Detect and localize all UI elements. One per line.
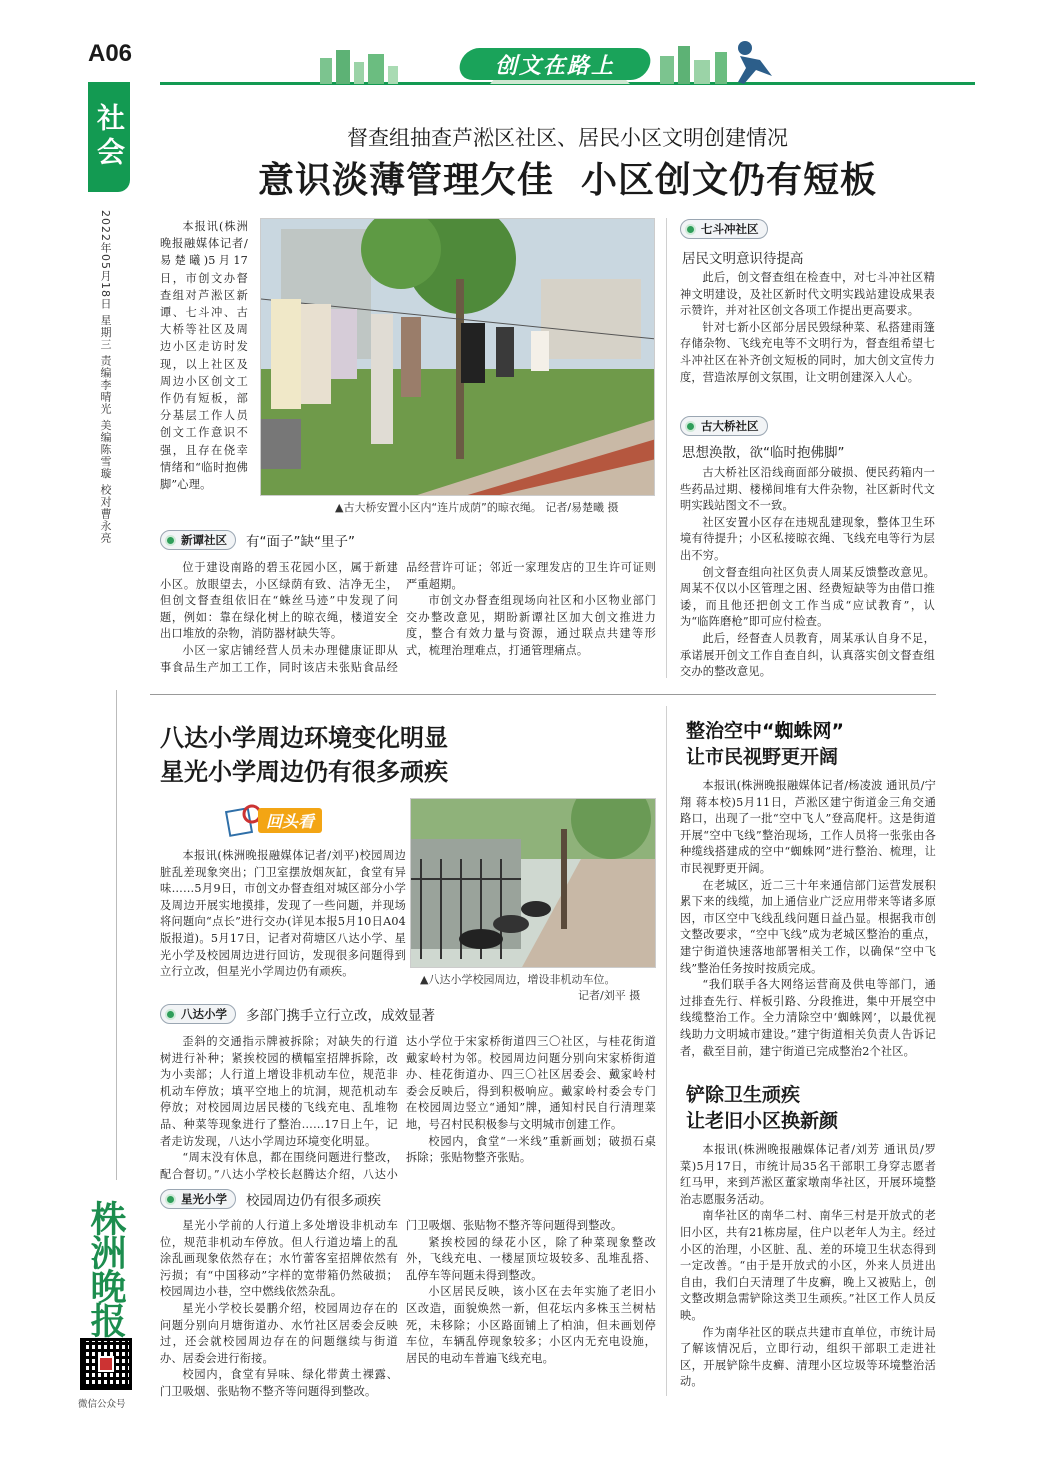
column-divider-lower	[666, 706, 667, 1396]
section-tag	[160, 1189, 236, 1209]
dateline: 2022年05月18日 星期三 责编李晴光 美编陈雪璇 校对曹永亮	[99, 210, 112, 544]
article2-section2-col2: 门卫吸烟、张贴物不整齐等问题得到整改。 紧挨校园的绿花小区，除了种菜现象整改外，飞线充电、一楼屋顶垃圾较多、乱堆乱搭、乱停车等问题未得到整改。 小区居民反映，该小区在去年实施了老旧小区改造，面貌焕然一新，但花坛内多株玉兰树枯死，未移除；小区路面铺上了柏油，但未画划停车位，车辆乱停现象较多；小区内无充电设施，居民的电动车普遍飞线充电。	[406, 1219, 656, 1365]
article1-section3-body: 古大桥社区沿线商面部分破损、便民药箱内一些药品过期、楼梯间堆有大件杂物，社区新时代文明实践站图文不一致。 社区安置小区存在违规乱建现象，整体卫生环境有待提升；小区私接晾衣绳、飞线充电等行为层出不穷。 创文督查组向社区负责人周某反馈整改意见。周某不仅以小区管理之困、经费短缺等为由借口推诿，而且他还把创文工作当成“应试教育”，认为“临阵磨枪”即可应付检查。 此后，经督查人员教育，周某承认自身不足，承诺展开创文工作自查自纠，认真落实创文督查组交办的整改意见。	[680, 466, 935, 679]
article2-photo-caption-line2: 记者/刘平 摄	[578, 989, 641, 1002]
article4-body: 本报讯(株洲晚报融媒体记者/刘芳 通讯员/罗菜)5月17日，市统计局35名干部职工身穿志愿者红马甲，来到芦淞区董家墩南华社区，开展环境整治志愿服务活动。 南华社区的南华二村、南华三村是开放式的老旧小区，共有21栋房屋，住户以老年人为主。经过小区的治理，小区脏、乱、差的环境卫生状态得到一定改善。“由于是开放式的小区，外来人员进出自由，我们白天清理了牛皮癣，晚上又被贴上，创文整改期急需铲除这类卫生顽疾。”社区工作人员反映。 作为南华社区的联点共建市直单位，市统计局了解该情况后，立即行动，组织干部职工走进社区，开展铲除牛皮癣、清理小区垃圾等环境整治活动。	[680, 1143, 936, 1389]
article-divider	[150, 694, 936, 695]
section-header-gudaqiao	[680, 415, 935, 437]
qr-label: 微信公众号	[78, 1399, 126, 1410]
school-sidewalk-photo	[411, 799, 656, 968]
section-tag	[160, 1004, 236, 1024]
article4-headline-line2: 让老旧小区换新颜	[686, 1110, 839, 1132]
article2-photo	[410, 798, 656, 968]
section-tag	[160, 530, 236, 550]
article1-photo	[260, 218, 655, 496]
section-subtitle-qidouchong: 居民文明意识待提高	[682, 251, 804, 267]
section-header-bada	[160, 1003, 656, 1025]
article1-section2-body: 此后，创文督查组在检查中，对七斗冲社区精神文明建设，及社区新时代文明实践站建设成果表示赞许，并对社区创文各项工作提出更高要求。 针对七新小区部分居民毁绿种菜、私搭建雨篷存储杂物、飞线充电等不文明行为，督查组希望七斗冲社区在补齐创文短板的同时，加大创文宣传力度，营造浓厚创文氛围，让文明创建深入人心。	[680, 271, 935, 384]
section-tag	[680, 416, 768, 436]
section-tag	[680, 219, 768, 239]
bullet-dot-icon	[685, 224, 696, 235]
banner-title: 创文在路上	[494, 54, 615, 79]
section-tag-label: 星光小学	[181, 1192, 227, 1206]
section-subtitle: 多部门携手立行立改，成效显著	[246, 1008, 435, 1024]
section-label: 社会	[93, 103, 126, 171]
article1-photo-caption: ▲古大桥安置小区内“连片成荫”的晾衣绳。 记者/易楚曦 摄	[335, 501, 619, 514]
section-tag-label: 古大桥社区	[701, 419, 759, 433]
brand-logo: 株洲晚报	[85, 1200, 127, 1336]
article2-section1-col1: 歪斜的交通指示牌被拆除；对缺失的行道树进行补种；紧挨校园的横幅室招牌拆除，改为小卖部；人行道上增设非机动车位，规范非机动车停放；填平空地上的坑洞，规范机动车停放；对校园周边居民楼的飞线充电、乱堆物品、种菜等现象进行了整治……17日上午，记者走访发现，八达小学周边环境变化明显。 “周末没有休息，都在围绕问题进行整改，配合督切。”八达小学校长赵腾达介绍，八达小	[160, 1035, 398, 1180]
section-header-xingguang	[160, 1188, 656, 1210]
column-divider	[666, 218, 667, 678]
bullet-dot-icon	[165, 535, 176, 546]
article2-section2-col1: 星光小学前的人行道上多处增设非机动车位，规范非机动车停放。但人行道边墙上的乱涂乱画现象依然存在；水竹蕾客室招牌依然有污损；有“中国移动”字样的宽带箱仍然破损；校园周边小巷，空中燃线依然杂乱。 星光小学校长晏鹏介绍，校园周边存在的问题分别向月塘街道办、水竹社区居委会反映过，还会就校园周边存在的问题继续与街道办、居委会进行衔接。 校园内，食堂有异味、绿化带黄土裸露、门卫吸烟、张贴物不整齐等问题得到整改。	[160, 1219, 398, 1398]
bullet-dot-icon	[165, 1009, 176, 1020]
section-subtitle-gudaqiao: 思想涣散，欲“临时抱佛脚”	[682, 445, 845, 461]
article3-headline-line2: 让市民视野更开阔	[686, 746, 839, 768]
review-badge-label: 回头看	[258, 808, 322, 833]
article2-lead: 本报讯(株洲晚报融媒体记者/刘平)校园周边脏乱差现象突出；门卫室摆放烟灰缸，食堂有异味……5月9日，市创文办督查组对城区部分小学及周边开展实地摸排，发现了一些问题，并现场将问题向“点长”进行交办(详见本报5月10日A04版报道)。5月17日，记者对荷塘区八达小学、星光小学及校园周边进行回访，发现很多问题得到立行立改，但星光小学周边仍有顽疾。	[160, 849, 406, 979]
article2-section1-col2: 达小学位于宋家桥街道四三〇社区，与桂花街道戴家岭村为邻。校园周边问题分别向宋家桥街道办、桂花街道办、四三〇社区居委会、戴家岭村委会反映后，得到积极响应。戴家岭村委会专门在校园周边竖立“通知”牌，通知村民自行清理菜地，号召村民积极参与文明城市创建工作。 校园内，食堂“一米线”重新画划；破损石桌拆除；张贴物整齐张贴。	[406, 1035, 656, 1165]
margin-rule	[116, 690, 117, 1180]
laundry-lines-photo	[261, 219, 655, 496]
bullet-dot-icon	[165, 1194, 176, 1205]
review-badge	[222, 800, 342, 838]
bullet-dot-icon	[685, 421, 696, 432]
article3-headline-line1: 整治空中“蜘蛛网”	[686, 720, 844, 742]
qr-code	[80, 1338, 132, 1390]
page-number: A06	[88, 40, 133, 67]
section-tag-label: 新谭社区	[181, 533, 227, 547]
section-header-qidouchong	[680, 218, 935, 240]
section-subtitle: 校园周边仍有很多顽疾	[246, 1193, 381, 1209]
section-header-xintan	[160, 529, 655, 551]
article1-section1-col2: 品经营许可证；邻近一家理发店的卫生许可证则严重超期。 市创文办督查组现场向社区和小区物业部门交办整改意见，期盼新谭社区加大创文推进力度，整合有效力量与资源，通过联点共建等形式，梳理治理难点，打通管理痛点。	[406, 561, 656, 657]
section-tag-label: 七斗冲社区	[701, 222, 759, 236]
top-banner	[160, 36, 975, 96]
article4-headline-line1: 铲除卫生顽疾	[686, 1084, 801, 1106]
article1-lead: 本报讯(株洲晚报融媒体记者/易楚曦)5月17日，市创文办督查组对芦淞区新谭、七斗冲、古大桥等社区及周边小区走访时发现，以上社区及周边小区创文工作仍有短板，部分基层工作人员创文工作意识不强，且存在侥幸情绪和“临时抱佛脚”心理。	[160, 220, 248, 492]
article2-photo-caption-line1: ▲八达小学校园周边，增设非机动车位。	[420, 973, 616, 986]
section-subtitle: 有“面子”缺“里子”	[246, 534, 355, 550]
article3-body: 本报讯(株洲晚报融媒体记者/杨凌波 通讯员/宁翔 蒋本校)5月11日，芦淞区建宁街道金三角交通路口，出现了一批“空中飞人”登高爬杆。这是街道开展“空中飞线”整治现场，工作人员将一张张由各种缆线搭建成的空中“蜘蛛网”进行整治、梳理，让市民视野更开阔。 在老城区，近二三十年来通信部门运营发展积累下来的线缆，加上通信业广泛应用带来等诸多原因，市区空中飞线乱线问题日益凸显。根据我市创文整改要求，“空中飞线”成为老城区整治的重点，建宁街道快速落地部署相关工作，以确保“空中飞线”整治任务按时按质完成。 “我们联手各大网络运营商及供电等部门，通过排查先行、样板引路、分段推进，集中开展空中线缆整治工作。全力清除空中‘蜘蛛网’，以最优视线助力文明城市建设。”建宁街道相关负责人告诉记者，截至目前，建宁街道已完成整治2个社区。	[680, 779, 936, 1058]
article2-headline-line2: 星光小学周边仍有很多顽疾	[160, 758, 448, 786]
article1-kicker: 督查组抽查芦淞区社区、居民小区文明创建情况	[347, 126, 788, 150]
article2-headline-line1: 八达小学周边环境变化明显	[160, 724, 448, 752]
article1-headline: 意识淡薄管理欠佳 小区创文仍有短板	[257, 160, 878, 201]
article1-section1-col1: 位于建设南路的碧玉花园小区，属于新建小区。放眼望去，小区绿荫有致、洁净无尘，但创文督查组依旧在“蛛丝马迹”中发现了问题，例如：靠在绿化树上的晾衣绳，楼道安全出口堆放的杂物，消防器材缺失等。 小区一家店铺经营人员未办理健康证即从事食品生产加工工作，同时该店未张贴食品经	[160, 561, 398, 674]
section-tag-label: 八达小学	[181, 1007, 227, 1021]
section-label-box	[88, 82, 130, 192]
